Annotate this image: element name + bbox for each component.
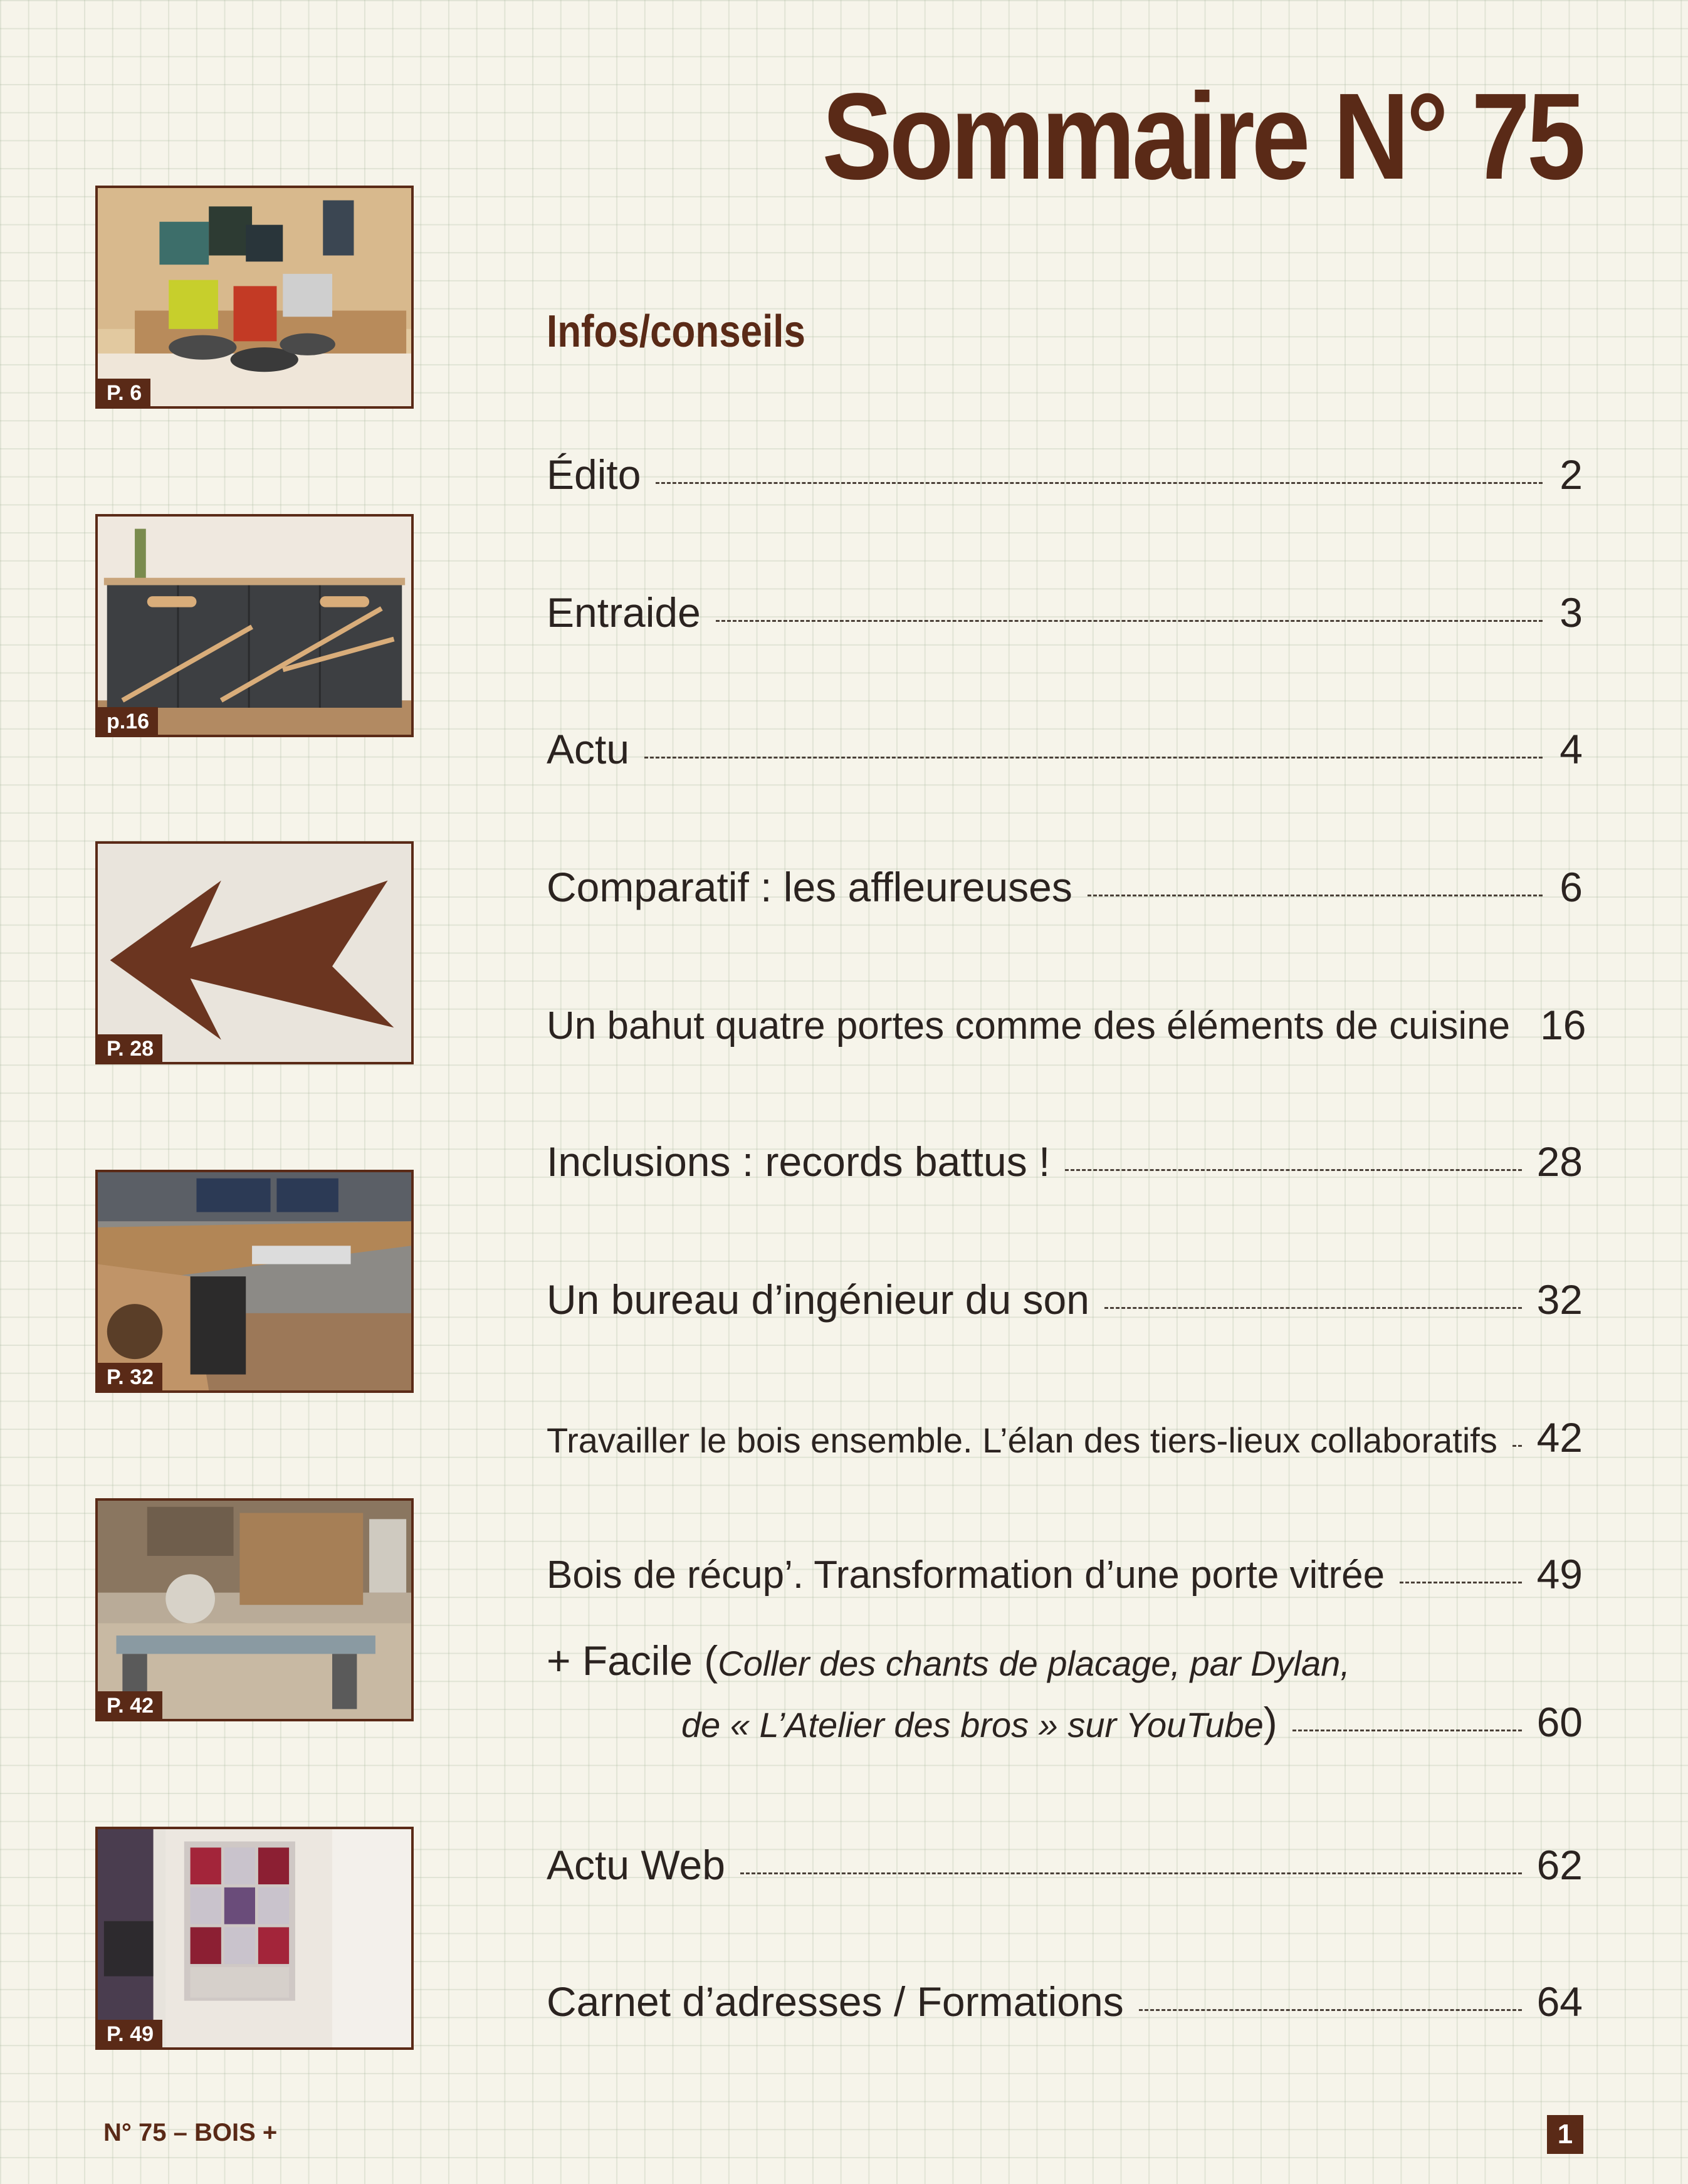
toc-entry-facile-line1[interactable] xyxy=(547,1625,1583,1684)
page-badge: P. 49 xyxy=(98,2020,162,2047)
dotted-leader xyxy=(740,1872,1522,1874)
dotted-leader xyxy=(656,482,1543,484)
dotted-leader xyxy=(1088,895,1543,896)
toc-entry-page: 2 xyxy=(1560,451,1583,498)
toc-entry-entraide[interactable] xyxy=(547,577,1583,636)
dotted-leader xyxy=(1139,2009,1522,2011)
toc-entry-inclusions[interactable] xyxy=(547,1126,1583,1185)
toc-entry-label: Inclusions : records battus ! xyxy=(547,1138,1051,1185)
sideboard-photo-icon xyxy=(98,517,411,735)
toc-entry-facile-line2[interactable] xyxy=(681,1686,1583,1743)
wood-arrow-inlay-photo-icon xyxy=(98,844,411,1062)
toc-entry-label: Bois de récup’. Transformation d’une porte vitrée xyxy=(547,1553,1385,1597)
issue-footer: N° 75 – BOIS + xyxy=(103,2119,278,2146)
toc-entry-comparatif[interactable] xyxy=(547,851,1583,908)
toc-entry-page: 60 xyxy=(1536,1699,1583,1745)
dotted-leader xyxy=(1400,1582,1521,1583)
thumbnail-arrow-inlay[interactable] xyxy=(95,841,414,1064)
toc-entry-page: 62 xyxy=(1536,1842,1583,1888)
stained-glass-door-photo-icon xyxy=(98,1829,411,2047)
thumbnail-glass-door[interactable] xyxy=(95,1827,414,2050)
sound-desk-photo-icon xyxy=(98,1172,411,1390)
toc-entry-bahut[interactable] xyxy=(547,989,1586,1048)
page-title: Sommaire N° 75 xyxy=(822,68,1583,205)
page-badge: P. 32 xyxy=(98,1363,162,1390)
page-badge: P. 42 xyxy=(98,1691,162,1719)
toc-entry-label: Édito xyxy=(547,451,641,498)
toc-entry-page: 3 xyxy=(1560,589,1583,636)
toc-entry-tiers-lieux[interactable] xyxy=(547,1402,1583,1461)
toc-entry-carnet[interactable] xyxy=(547,1966,1583,2025)
toc-entry-page: 28 xyxy=(1536,1138,1583,1185)
toc-entry-label: Actu Web xyxy=(547,1842,725,1888)
closing-paren: ) xyxy=(1263,1699,1277,1745)
toc-entry-label: Comparatif : les affleureuses xyxy=(547,864,1072,910)
toc-entry-page: 32 xyxy=(1536,1276,1583,1323)
toc-entry-bureau[interactable] xyxy=(547,1264,1583,1323)
toc-entry-page: 64 xyxy=(1536,1978,1583,2025)
toc-entry-label: Actu xyxy=(547,726,630,772)
toc-entry-page: 6 xyxy=(1560,864,1583,910)
toc-entry-label: Un bureau d’ingénieur du son xyxy=(547,1276,1089,1323)
thumbnail-power-tools[interactable] xyxy=(95,186,414,409)
thumbnail-workshop[interactable] xyxy=(95,1498,414,1721)
toc-entry-page: 49 xyxy=(1536,1551,1583,1597)
page-badge: P. 6 xyxy=(98,379,150,406)
dotted-leader xyxy=(1512,1445,1522,1447)
toc-entry-page: 16 xyxy=(1540,1002,1586,1048)
toc-entry-label: + Facile ( xyxy=(547,1637,718,1684)
toc-entry-subtitle: Coller des chants de placage, par Dylan, xyxy=(718,1644,1350,1683)
thumbnail-sound-desk[interactable] xyxy=(95,1170,414,1393)
toc-entry-label: Un bahut quatre portes comme des éléments de cuisine xyxy=(547,1004,1511,1047)
toc-entry-edito[interactable] xyxy=(547,439,1583,498)
page-badge: p.16 xyxy=(98,707,158,735)
toc-entry-page: 4 xyxy=(1560,726,1583,772)
toc-entry-label: Travailler le bois ensemble. L’élan des tiers-lieux collaboratifs xyxy=(547,1420,1497,1460)
page-number: 1 xyxy=(1547,2115,1583,2154)
toc-entry-label: Entraide xyxy=(547,589,701,636)
dotted-leader xyxy=(716,620,1543,622)
page-badge: P. 28 xyxy=(98,1034,162,1062)
dotted-leader xyxy=(1065,1169,1521,1171)
toc-entry-recup[interactable] xyxy=(547,1538,1583,1595)
toc-entry-page: 42 xyxy=(1536,1414,1583,1461)
dotted-leader xyxy=(1292,1730,1522,1731)
toc-entry-label: Carnet d’adresses / Formations xyxy=(547,1978,1124,2025)
thumbnail-sideboard[interactable] xyxy=(95,514,414,737)
power-tools-photo-icon xyxy=(98,188,411,406)
workshop-photo-icon xyxy=(98,1501,411,1719)
toc-entry-subtitle: de « L’Atelier des bros » sur YouTube xyxy=(681,1705,1264,1745)
dotted-leader xyxy=(1104,1307,1522,1309)
toc-entry-actu-web[interactable] xyxy=(547,1829,1583,1886)
dotted-leader xyxy=(644,757,1543,759)
section-heading: Infos/conseils xyxy=(547,307,805,357)
toc-entry-actu[interactable] xyxy=(547,713,1583,770)
